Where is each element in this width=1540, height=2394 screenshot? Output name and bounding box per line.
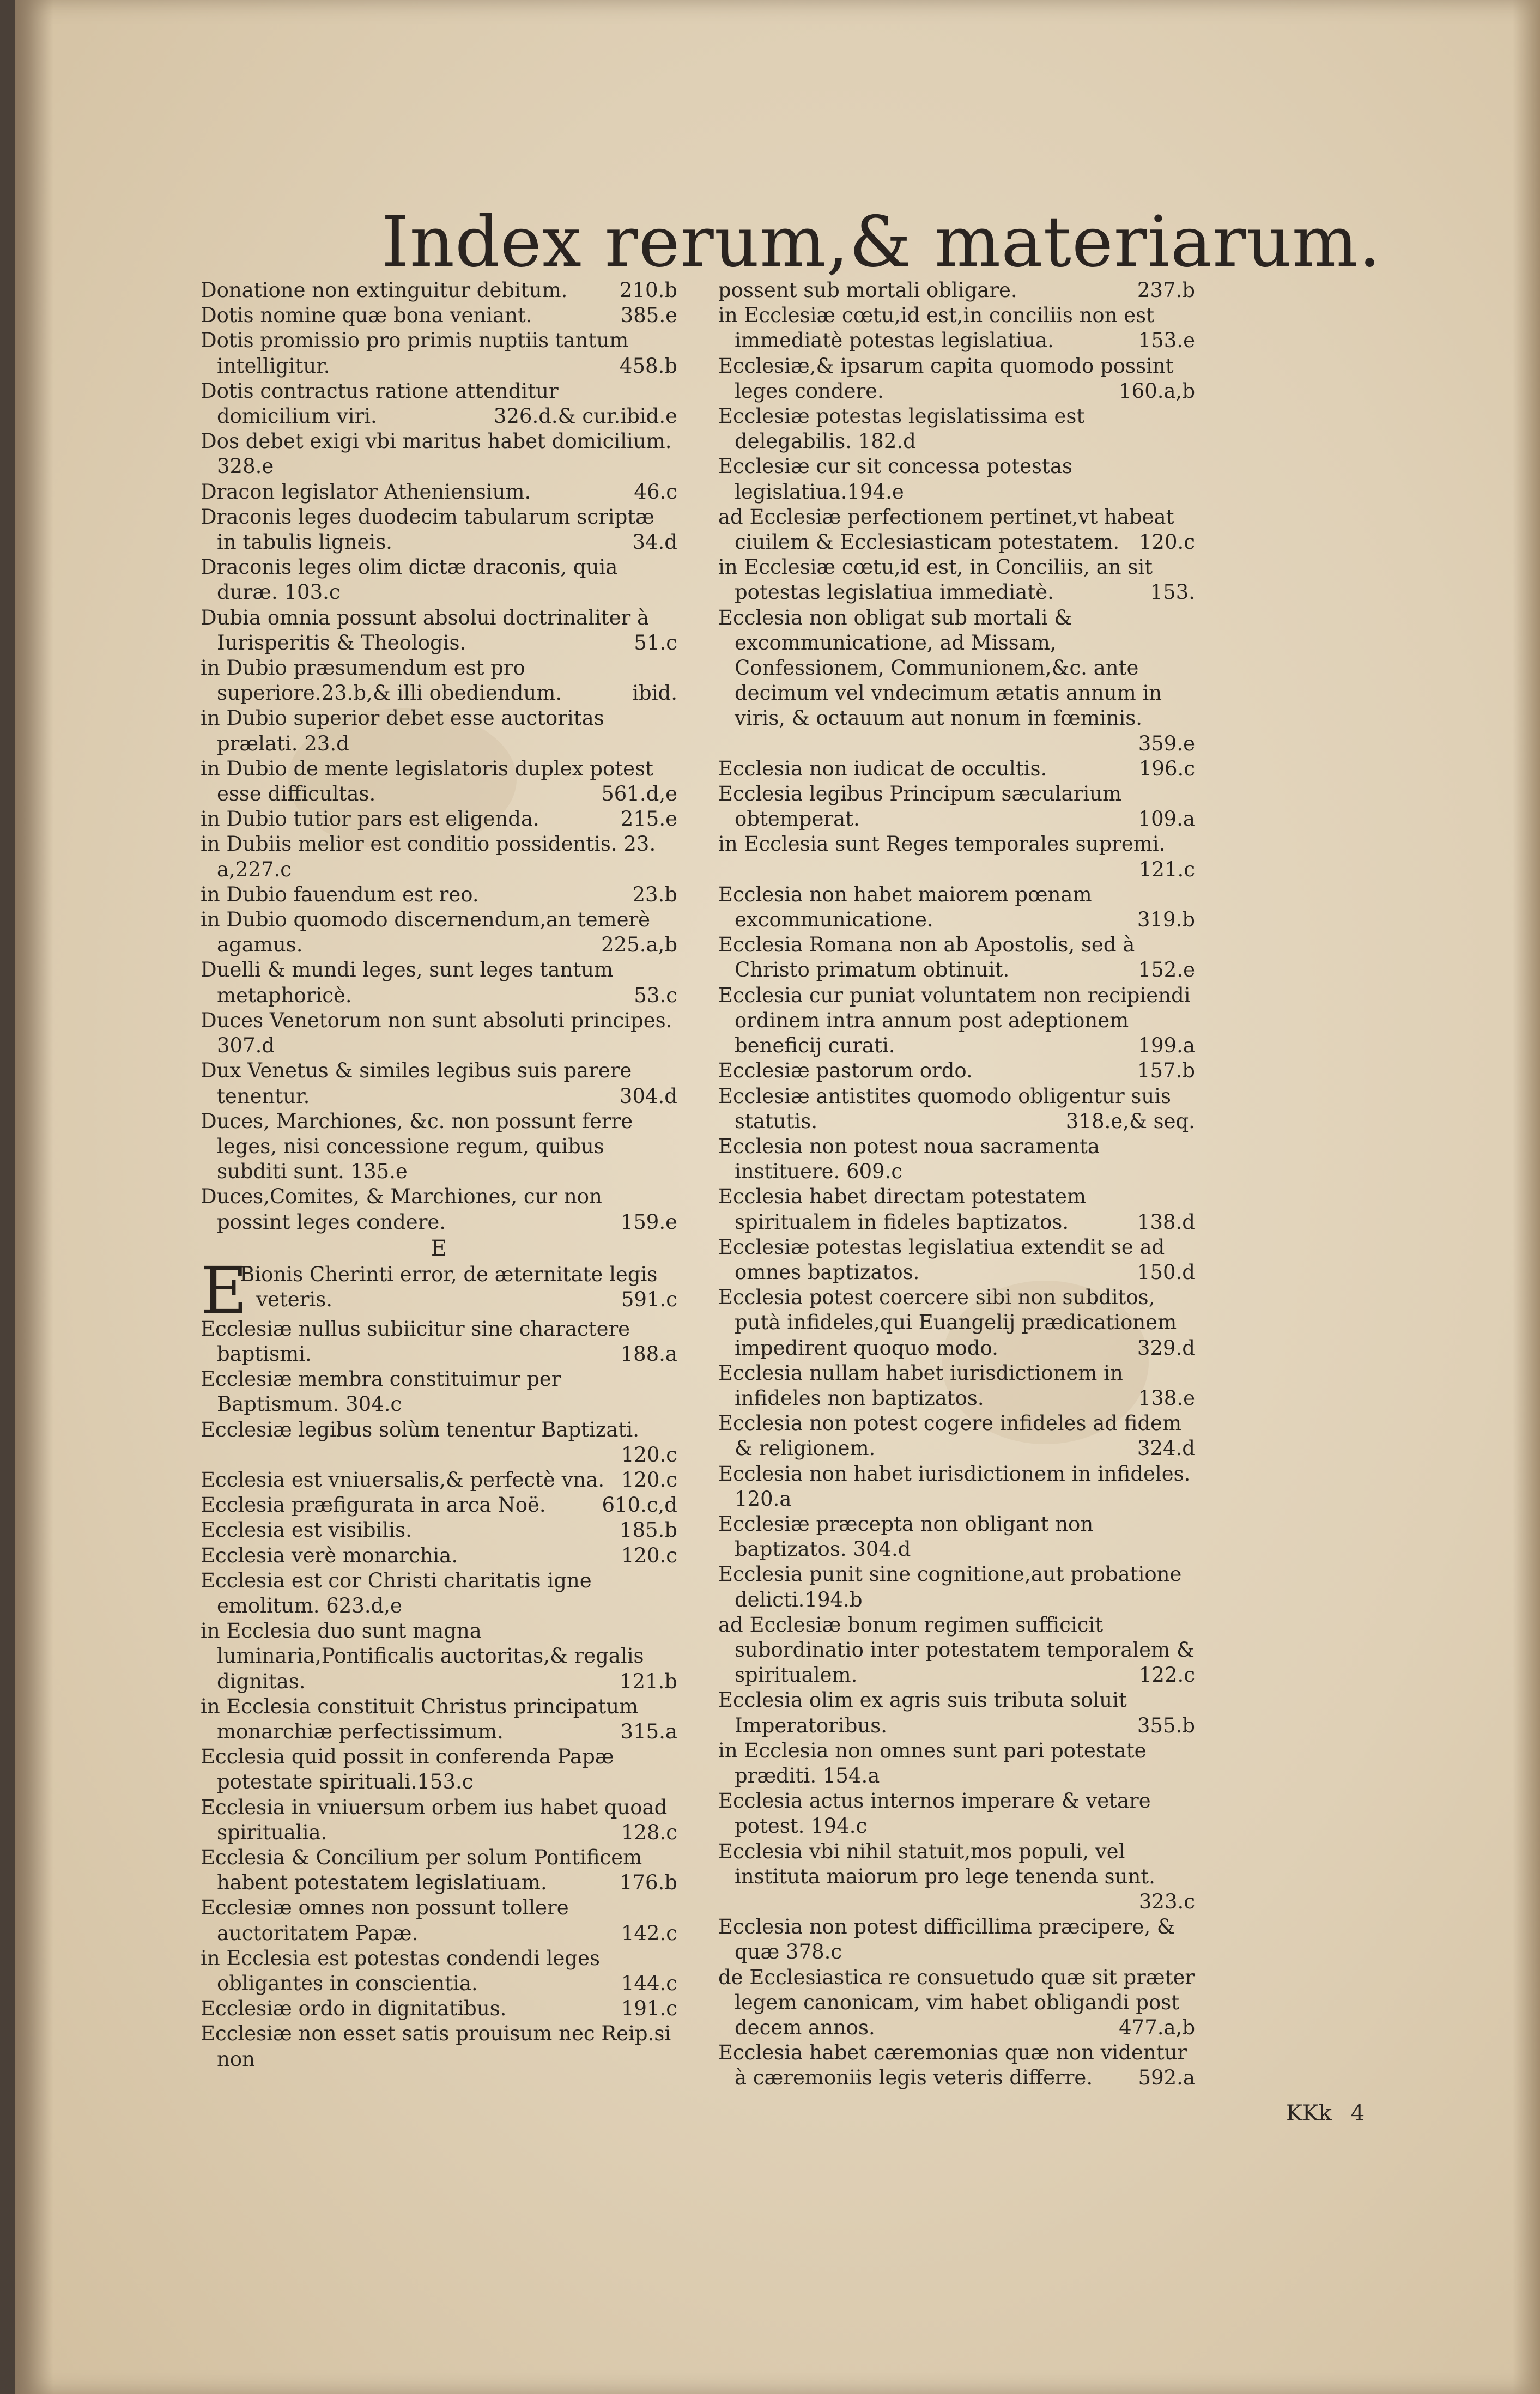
entry-text: Ecclesia est vniuersalis,& perfectè vna.	[201, 1468, 605, 1492]
entry-text: Dos debet exigi vbi maritus habet domicilium. 328.e	[201, 429, 672, 478]
index-entry	[201, 1367, 677, 1417]
entry-text: in Ecclesiæ cœtu,id est, in Conciliis, an sit potestas legislatiua immediatè.	[718, 555, 1153, 604]
index-entry	[201, 555, 677, 605]
index-entry	[718, 404, 1195, 454]
index-entry	[718, 1134, 1195, 1184]
index-entry	[201, 1795, 677, 1845]
page-reference: 225.a,b	[601, 933, 677, 957]
index-entry	[201, 1468, 677, 1493]
index-entry	[718, 1562, 1195, 1612]
page-reference: 318.e,& seq.	[1065, 1109, 1195, 1133]
section-letter: E	[431, 1235, 447, 1261]
entry-text: Dubia omnia possunt absolui doctrinaliter à Iurisperitis & Theologis.	[201, 605, 650, 654]
index-entry	[718, 1058, 1195, 1083]
entry-text: Ecclesia non potest cogere infideles ad fidem & religionem.	[718, 1411, 1182, 1460]
index-entry	[201, 882, 677, 907]
entry-text: Ecclesia & Concilium per solum Pontificem habent potestatem legislatiuam.	[201, 1845, 642, 1895]
entry-text: Ecclesiæ ordo in dignitatibus.	[201, 1997, 507, 2021]
page-reference: 138.d	[1137, 1210, 1195, 1234]
page-reference: 120.c	[621, 1468, 677, 1492]
page-reference: 23.b	[632, 882, 677, 906]
entry-text: Ecclesiæ,& ipsarum capita quomodo possint leges condere.	[718, 354, 1174, 403]
entry-text: Ecclesia in vniuersum orbem ius habet quoad spiritualia.	[201, 1795, 668, 1844]
entry-text: in Dubio quomodo discernendum,an temerè agamus.	[201, 908, 651, 957]
index-entry	[201, 1518, 677, 1543]
entry-text: Ecclesia olim ex agris suis tributa soluit Imperatoribus.	[718, 1688, 1127, 1737]
page-reference: 561.d,e	[601, 782, 677, 806]
index-entry	[718, 932, 1195, 983]
index-entry	[201, 2021, 677, 2071]
entry-text: Ecclesiæ legibus solùm tenentur Baptizati.	[201, 1417, 639, 1441]
index-entry	[201, 1493, 677, 1518]
entry-text: Draconis leges olim dictæ draconis, quia duræ. 103.c	[201, 555, 618, 604]
index-entry	[718, 1965, 1195, 2041]
entry-text: Ecclesia nullam habet iurisdictionem in infideles non baptizatos.	[718, 1361, 1123, 1410]
index-entry	[201, 656, 677, 706]
index-entry	[201, 328, 677, 378]
index-entry	[718, 1361, 1195, 1411]
entry-text: Ecclesia vbi nihil statuit,mos populi, vel instituta maiorum pro lege tenenda sunt.	[718, 1839, 1155, 1888]
index-entry	[718, 1789, 1195, 1839]
page-edge-shadow	[1513, 0, 1540, 2394]
page-reference: 591.c	[621, 1287, 677, 1311]
index-entry	[201, 1694, 677, 1744]
index-entry	[718, 454, 1195, 504]
page-reference: 176.b	[619, 1871, 677, 1895]
index-entry	[201, 278, 677, 303]
page-reference: 160.a,b	[1119, 379, 1195, 403]
page-reference: 109.a	[1138, 807, 1195, 831]
index-entry	[201, 1568, 677, 1619]
page-gutter-shadow	[15, 0, 53, 2394]
page-reference: 153.	[1150, 580, 1195, 604]
index-entry	[718, 756, 1195, 781]
page-reference: 150.d	[1137, 1260, 1195, 1284]
index-entry	[201, 379, 677, 429]
entry-text: Duces Venetorum non sunt absoluti principes. 307.d	[201, 1008, 672, 1058]
index-entry	[718, 983, 1195, 1059]
entry-text: Ecclesia verè monarchia.	[201, 1543, 458, 1567]
entry-text: in Ecclesia duo sunt magna luminaria,Pontificalis auctoritas,& regalis dignitas.	[201, 1619, 644, 1693]
page-reference: 458.b	[619, 354, 677, 378]
entry-text: Ecclesia non potest noua sacramenta instituere. 609.c	[718, 1134, 1100, 1184]
index-entry	[718, 1462, 1195, 1512]
index-entry	[718, 2040, 1195, 2090]
entry-text: de Ecclesiastica re consuetudo quæ sit præter legem canonicam, vim habet obligandi post decem annos.	[718, 1965, 1195, 2040]
index-entry	[201, 1252, 677, 1328]
page-reference: 329.d	[1137, 1336, 1195, 1360]
index-entry	[201, 1184, 677, 1234]
index-entry	[201, 480, 677, 505]
entry-text: Ecclesiæ cur sit concessa potestas legislatiua.194.e	[718, 454, 1072, 504]
index-entry	[201, 1895, 677, 1945]
entry-text: Ecclesia habet directam potestatem spiritualem in fideles baptizatos.	[718, 1185, 1087, 1234]
index-entry	[718, 1411, 1195, 1461]
entry-text: Ecclesiæ præcepta non obligant non baptizatos. 304.d	[718, 1512, 1094, 1561]
entry-text: Ecclesia Romana non ab Apostolis, sed à Christo primatum obtinuit.	[718, 933, 1135, 982]
entry-text: in Ecclesiæ cœtu,id est,in conciliis non est immediatè potestas legislatiua.	[718, 304, 1155, 353]
index-entry	[718, 354, 1195, 404]
index-entry	[201, 1317, 677, 1367]
index-entry	[718, 505, 1195, 555]
index-entry	[201, 1845, 677, 1895]
entry-text: Ecclesia præfigurata in arca Noë.	[201, 1493, 546, 1517]
page-reference: 144.c	[621, 1972, 677, 1995]
index-entry	[201, 957, 677, 1008]
page-reference: 477.a,b	[1119, 2016, 1195, 2040]
page-reference: 122.c	[1138, 1663, 1195, 1687]
index-entry	[718, 278, 1195, 303]
page-reference: 46.c	[634, 480, 677, 504]
entry-text: Ecclesiæ pastorum ordo.	[718, 1059, 973, 1083]
page-reference: 142.c	[621, 1921, 677, 1945]
entry-text: in Ecclesia est potestas condendi leges obligantes in conscientia.	[201, 1946, 600, 1995]
index-entry	[718, 555, 1195, 605]
page-reference: 304.d	[619, 1084, 677, 1108]
page-reference: 157.b	[1137, 1059, 1195, 1083]
entry-text: Ecclesia non potest difficillima præcipere, & quæ 378.c	[718, 1915, 1175, 1964]
index-entry	[201, 1619, 677, 1694]
page-reference: 120.c	[621, 1543, 677, 1567]
entry-text: Dracon legislator Atheniensium.	[201, 480, 531, 504]
entry-text: Duelli & mundi leges, sunt leges tantum metaphoricè.	[201, 958, 614, 1007]
entry-text: in Dubio tutior pars est eligenda.	[201, 807, 539, 831]
entry-text: Ecclesia punit sine cognitione,aut probatione delicti.194.b	[718, 1562, 1182, 1611]
index-entry	[718, 1613, 1195, 1688]
entry-text: Ecclesia legibus Principum sæcularium obtemperat.	[718, 782, 1122, 831]
page-reference: 319.b	[1137, 908, 1195, 932]
index-entry	[201, 1058, 677, 1108]
index-entry	[718, 1512, 1195, 1562]
page-reference: 53.c	[634, 983, 677, 1007]
entry-text: in Ecclesia sunt Reges temporales supremi.	[718, 832, 1166, 856]
index-entry	[718, 882, 1195, 932]
index-entry	[201, 605, 677, 656]
entry-text: Ecclesiæ membra constituimur per Baptismum. 304.c	[201, 1367, 561, 1416]
index-entry	[718, 1688, 1195, 1738]
entry-text: Donatione non extinguitur debitum.	[201, 278, 568, 302]
page-reference: 592.a	[1138, 2066, 1195, 2090]
index-entry	[718, 1285, 1195, 1361]
index-entry	[718, 1184, 1195, 1234]
entry-text: Dotis promissio pro primis nuptiis tantum intelligitur.	[201, 329, 629, 378]
index-entry	[201, 429, 677, 479]
page-reference: 237.b	[1137, 278, 1195, 302]
entry-text: Dotis nomine quæ bona veniant.	[201, 304, 532, 328]
entry-text: in Ecclesia non omnes sunt pari potestate præditi. 154.a	[718, 1738, 1147, 1787]
page-reference: 196.c	[1138, 756, 1195, 780]
entry-text: Ecclesiæ non esset satis prouisum nec Reip.si non	[201, 2022, 671, 2071]
entry-text: Ecclesiæ potestas legislatiua extendit se ad omnes baptizatos.	[718, 1235, 1165, 1284]
index-entry	[718, 832, 1195, 882]
page-reference: 324.d	[1137, 1437, 1195, 1460]
index-column-right	[718, 278, 1195, 2091]
entry-text: Ecclesia quid possit in conferenda Papæ potestate spirituali.153.c	[201, 1745, 614, 1794]
page-reference: 152.e	[1138, 958, 1195, 982]
index-entry	[718, 1235, 1195, 1285]
entry-text: in Ecclesia constituit Christus principatum monarchiæ perfectissimum.	[201, 1694, 639, 1743]
entry-text: Dotis contractus ratione attenditur domicilium viri.	[201, 379, 559, 428]
index-entry	[201, 1543, 677, 1568]
entry-text: Ecclesia actus internos imperare & vetare potest. 194.c	[718, 1789, 1151, 1838]
entry-text: in Dubio de mente legislatoris duplex potest esse difficultas.	[201, 756, 653, 806]
entry-text: Ecclesia est cor Christi charitatis igne emolitum. 623.d,e	[201, 1568, 592, 1617]
page-reference: 188.a	[620, 1342, 677, 1366]
entry-text: Draconis leges duodecim tabularum scriptæ in tabulis ligneis.	[201, 505, 654, 554]
entry-text: Ecclesia non habet maiorem pœnam excommunicatione.	[718, 882, 1092, 932]
index-entry	[201, 1946, 677, 1996]
page-reference: 215.e	[620, 807, 677, 831]
entry-text: in Dubiis melior est conditio possidentis. 23. a,227.c	[201, 832, 656, 881]
entry-text: Duces,Comites, & Marchiones, cur non possint leges condere.	[201, 1185, 602, 1234]
index-entry	[201, 1744, 677, 1795]
page-reference: ibid.	[632, 681, 677, 705]
index-entry	[201, 1008, 677, 1058]
page-reference: 138.e	[1138, 1386, 1195, 1410]
entry-text: ad Ecclesiæ perfectionem pertinet,vt habeat ciuilem & Ecclesiasticam potestatem.	[718, 505, 1174, 554]
entry-text: possent sub mortali obligare.	[718, 278, 1017, 302]
entry-text: Ecclesia cur puniat voluntatem non recipiendi ordinem intra annum post adeptionem beneficij curati.	[718, 983, 1191, 1058]
entry-text: in Dubio superior debet esse auctoritas prælati. 23.d	[201, 706, 604, 755]
page-reference: 34.d	[632, 530, 677, 554]
index-column-left	[201, 278, 677, 2072]
page-reference: 385.e	[620, 304, 677, 328]
entry-text: Bionis Cherinti error, de æternitate legis veteris.	[240, 1262, 658, 1311]
entry-text: Ecclesia habet cæremonias quæ non videntur à cæremoniis legis veteris differre.	[718, 2041, 1187, 2090]
index-entry	[201, 756, 677, 807]
page-title: Index rerum,& materiarum.	[381, 202, 1381, 283]
drop-capital: E	[201, 1252, 248, 1328]
page-reference: 610.c,d	[602, 1493, 677, 1517]
page-reference: 153.e	[1138, 329, 1195, 353]
page-reference: 359.e	[1138, 731, 1195, 755]
entry-text: in Dubio fauendum est reo.	[201, 882, 479, 906]
page-reference: 120.c	[1138, 530, 1195, 554]
page-reference: 159.e	[620, 1210, 677, 1234]
index-entry	[201, 505, 677, 555]
entry-text: Ecclesiæ nullus subiicitur sine charactere baptismi.	[201, 1317, 630, 1366]
page-reference: 121.c	[1138, 857, 1195, 881]
entry-text: Ecclesia non obligat sub mortali & excommunicatione, ad Missam, Confessionem, Communionem,&c. ante decimum vel vndecimum ætatis annum in viris, & octauum aut nonum in fœminis.	[718, 605, 1162, 730]
index-entry	[201, 807, 677, 832]
entry-text: Ecclesia non iudicat de occultis.	[718, 756, 1047, 780]
page-reference: 210.b	[619, 278, 677, 302]
page-reference: 199.a	[1138, 1034, 1195, 1058]
page-reference: 355.b	[1137, 1713, 1195, 1737]
entry-text: ad Ecclesiæ bonum regimen sufficicit subordinatio inter potestatem temporalem & spiritualem.	[718, 1613, 1195, 1687]
index-entry	[201, 1996, 677, 2021]
page-reference: 326.d.& cur.ibid.e	[493, 404, 677, 428]
index-entry	[718, 605, 1195, 756]
page-reference: 128.c	[621, 1820, 677, 1844]
entry-text: Dux Venetus & similes legibus suis parere tenentur.	[201, 1059, 632, 1108]
index-entry	[201, 1417, 677, 1468]
entry-text: in Dubio præsumendum est pro superiore.23.b,& illi obediendum.	[201, 656, 562, 705]
entry-text: Ecclesia est visibilis.	[201, 1518, 412, 1542]
entry-text: Ecclesia potest coercere sibi non subditos, putà infideles,qui Euangelij prædicationem impedirent quoquo modo.	[718, 1286, 1177, 1360]
signature-catchword: KKk 4	[1286, 2101, 1365, 2126]
index-entry	[718, 1914, 1195, 1965]
index-entry	[718, 781, 1195, 832]
page-reference: 315.a	[620, 1719, 677, 1743]
index-entry	[201, 1109, 677, 1185]
page-reference: 185.b	[619, 1518, 677, 1542]
entry-text: Ecclesiæ potestas legislatissima est delegabilis. 182.d	[718, 404, 1085, 453]
index-entry	[718, 1738, 1195, 1789]
entry-text: Ecclesiæ omnes non possunt tollere auctoritatem Papæ.	[201, 1896, 569, 1945]
index-entry	[201, 303, 677, 328]
page-reference: 191.c	[621, 1997, 677, 2021]
entry-text: Duces, Marchiones, &c. non possunt ferre leges, nisi concessione regum, quibus subditi sunt. 135.e	[201, 1109, 633, 1184]
index-entry	[201, 832, 677, 882]
page-reference: 51.c	[634, 631, 677, 654]
index-entry	[718, 1839, 1195, 1915]
page-reference: 323.c	[1138, 1890, 1195, 1913]
page-reference: 120.c	[621, 1443, 677, 1466]
index-entry	[201, 907, 677, 957]
entry-text: Ecclesiæ antistites quomodo obligentur suis statutis.	[718, 1084, 1172, 1133]
index-entry	[718, 1084, 1195, 1134]
page-reference: 121.b	[619, 1669, 677, 1693]
index-entry	[718, 303, 1195, 353]
entry-text: Ecclesia non habet iurisdictionem in infideles. 120.a	[718, 1462, 1191, 1511]
index-entry	[201, 706, 677, 756]
